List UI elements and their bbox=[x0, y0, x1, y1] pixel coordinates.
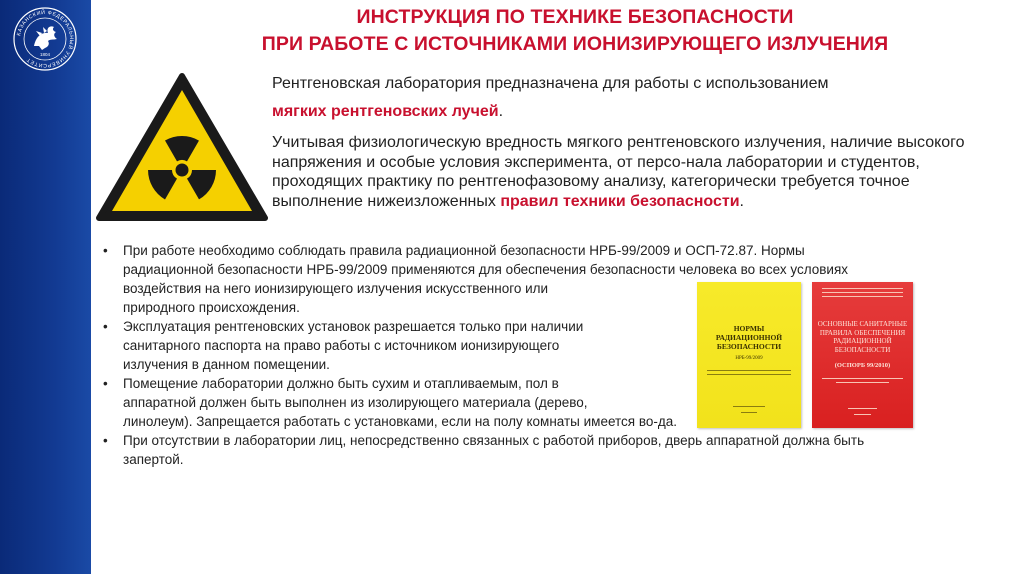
osporb-book-text-line bbox=[822, 292, 903, 293]
osporb-book-code: (ОСПОРБ 99/2010) bbox=[834, 362, 891, 369]
nrb-book-title: НОРМЫ РАДИАЦИОННОЙ БЕЗОПАСНОСТИ bbox=[715, 324, 783, 351]
osporb-book-text-line bbox=[848, 408, 877, 409]
title-line-1: ИНСТРУКЦИЯ ПО ТЕХНИКЕ БЕЗОПАСНОСТИ bbox=[356, 6, 794, 28]
osporb-book-text-line bbox=[836, 382, 889, 383]
intro-paragraph-1: Рентгеновская лаборатория предназначена для работы с использованием bbox=[272, 75, 829, 92]
intro-text bbox=[272, 74, 992, 211]
nrb-book-text-line bbox=[733, 406, 765, 407]
list-item-line: линолеум). Запрещается работать с установками, если на полу комнаты имеется во-да. bbox=[123, 414, 678, 429]
logo-year: 1804 bbox=[39, 52, 51, 57]
osporb-book-cover bbox=[812, 282, 913, 428]
list-item-line: природного происхождения. bbox=[123, 300, 300, 315]
list-item-line: излучения в данном помещении. bbox=[123, 357, 330, 372]
list-item-line: аппаратной должен быть выполнен из изолирующего материала (дерево, bbox=[123, 395, 588, 410]
nrb-book-text-line bbox=[707, 370, 791, 371]
nrb-book-code: НРБ-99/2009 bbox=[735, 356, 763, 361]
nrb-book-text-line bbox=[741, 412, 757, 413]
intro-paragraph-2 bbox=[272, 102, 992, 122]
osporb-book-text-line bbox=[854, 414, 871, 415]
osporb-book-title: ОСНОВНЫЕ САНИТАРНЫЕ ПРАВИЛА ОБЕСПЕЧЕНИЯ РАДИАЦИОННОЙ БЕЗОПАСНОСТИ bbox=[817, 320, 908, 354]
intro-paragraph-3-end: . bbox=[739, 192, 744, 210]
intro-paragraph-3 bbox=[272, 133, 982, 211]
title-line-2: ПРИ РАБОТЕ С ИСТОЧНИКАМИ ИОНИЗИРУЮЩЕГО ИЗЛУЧЕНИЯ bbox=[261, 33, 889, 55]
osporb-book-text-line bbox=[822, 378, 903, 379]
nrb-book-cover bbox=[697, 282, 801, 428]
intro-paragraph-3-text: Учитывая физиологическую вредность мягкого рентгеновского излучения, наличие высокого напряжения и особые условия эксперимента, от персо-нала лаборатории и студентов, проходящих практику по рентгенофазовому анализу, категорически требуется точное выполнение нижеизложенных bbox=[272, 134, 965, 210]
logo-arc-text: КАЗАНСКИЙ ФЕДЕРАЛЬНЫЙ УНИВЕРСИТЕТ bbox=[16, 9, 75, 69]
list-item-line: • Эксплуатация рентгеновских установок разрешается только при наличии bbox=[123, 319, 584, 334]
list-item-line: воздействия на него ионизирующего излучения искусственного или bbox=[123, 281, 549, 296]
list-item-line: • Помещение лаборатории должно быть сухим и отапливаемым, пол в bbox=[123, 376, 559, 391]
nrb-book-text-line bbox=[707, 374, 791, 375]
osporb-book-text-line bbox=[822, 288, 903, 289]
list-item-line: санитарного паспорта на право работы с источником ионизирующего bbox=[123, 338, 560, 353]
soft-xray-highlight: мягких рентгеновских лучей bbox=[272, 102, 499, 120]
list-item-line: запертой. bbox=[123, 452, 184, 467]
safety-rules-highlight: правил техники безопасности bbox=[500, 192, 740, 210]
radiation-warning-icon bbox=[96, 72, 268, 222]
left-sidebar-band bbox=[0, 0, 91, 574]
list-item-line: • При работе необходимо соблюдать правила радиационной безопасности НРБ-99/2009 и ОСП-72.87. Нормы bbox=[123, 243, 805, 258]
list-item bbox=[101, 431, 1001, 469]
list-item-line: • При отсутствии в лаборатории лиц, непосредственно связанных с работой приборов, дверь аппаратной должна быть bbox=[123, 433, 865, 448]
intro-paragraph-2-end: . bbox=[498, 102, 504, 120]
osporb-book-text-line bbox=[822, 296, 903, 297]
page-title bbox=[215, 4, 935, 58]
list-item-line: радиационной безопасности НРБ-99/2009 применяются для обеспечения безопасности человека во всех условиях bbox=[123, 262, 849, 277]
university-logo-icon bbox=[12, 6, 78, 72]
